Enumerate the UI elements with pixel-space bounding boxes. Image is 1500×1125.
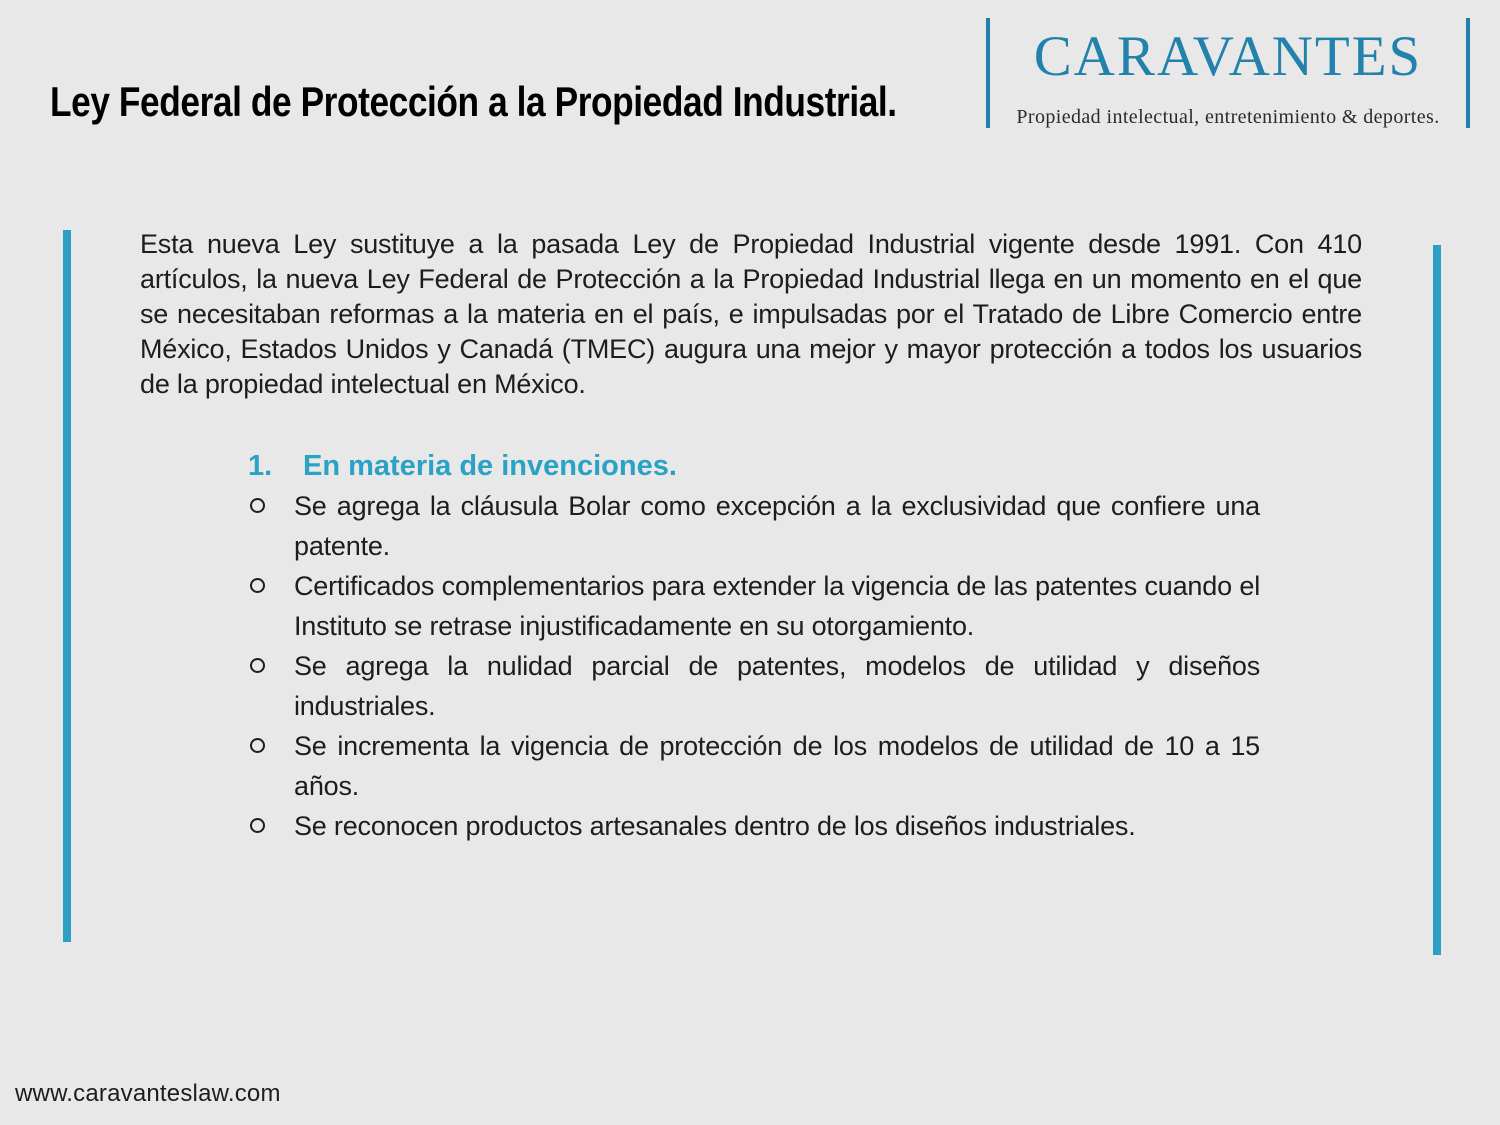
bullet-circle-icon bbox=[250, 498, 265, 513]
section-heading-text: En materia de invenciones. bbox=[303, 450, 677, 482]
caravantes-logo bbox=[986, 18, 1470, 129]
list-item bbox=[248, 566, 1260, 646]
logo-right-bar bbox=[1466, 18, 1470, 128]
bullet-text: Se incrementa la vigencia de protección de los modelos de utilidad de 10 a 15 años. bbox=[294, 731, 1260, 801]
bullet-circle-icon bbox=[250, 818, 265, 833]
section-invenciones bbox=[248, 446, 1260, 846]
bullet-text: Se agrega la cláusula Bolar como excepción a la exclusividad que confiere una patente. bbox=[294, 491, 1260, 561]
footer-url: www.caravanteslaw.com bbox=[15, 1080, 281, 1107]
bullet-circle-icon bbox=[250, 658, 265, 673]
logo-wordmark: CARAVANTES bbox=[1033, 25, 1423, 88]
list-item bbox=[248, 806, 1260, 846]
bullet-marker-cell bbox=[248, 486, 294, 513]
logo-center bbox=[990, 18, 1466, 129]
logo-tagline: Propiedad intelectual, entretenimiento & deportes. bbox=[1016, 106, 1440, 128]
list-item bbox=[248, 486, 1260, 566]
bullet-marker-cell bbox=[248, 726, 294, 753]
page-title: Ley Federal de Protección a la Propiedad Industrial. bbox=[50, 78, 897, 125]
bullet-circle-icon bbox=[250, 738, 265, 753]
intro-paragraph: Esta nueva Ley sustituye a la pasada Ley de Propiedad Industrial vigente desde 1991. Con 410 artículos, la nueva Ley Federal de Protección a la Propiedad Industrial llega en un momento en el que se necesitaban reformas a la materia en el país, e impulsadas por el Tratado de Libre Comercio entre México, Estados Unidos y Canadá (TMEC) augura una mejor y mayor protección a todos los usuarios de la propiedad intelectual en México. bbox=[140, 229, 1362, 399]
bullet-text: Certificados complementarios para extender la vigencia de las patentes cuando el Instituto se retrase injustificadamente en su otorgamiento. bbox=[294, 571, 1260, 641]
bullet-marker-cell bbox=[248, 646, 294, 673]
bullet-list bbox=[248, 486, 1260, 846]
bullet-marker-cell bbox=[248, 806, 294, 833]
left-accent-bar bbox=[63, 230, 71, 942]
list-item bbox=[248, 726, 1260, 806]
section-number: 1. bbox=[248, 450, 273, 482]
bullet-circle-icon bbox=[250, 578, 265, 593]
bullet-marker-cell bbox=[248, 566, 294, 593]
list-item bbox=[248, 646, 1260, 726]
bullet-text: Se agrega la nulidad parcial de patentes, modelos de utilidad y diseños industriales. bbox=[294, 651, 1260, 721]
right-accent-bar bbox=[1433, 245, 1441, 955]
bullet-text: Se reconocen productos artesanales dentro de los diseños industriales. bbox=[294, 811, 1136, 841]
section-heading bbox=[248, 446, 1260, 486]
